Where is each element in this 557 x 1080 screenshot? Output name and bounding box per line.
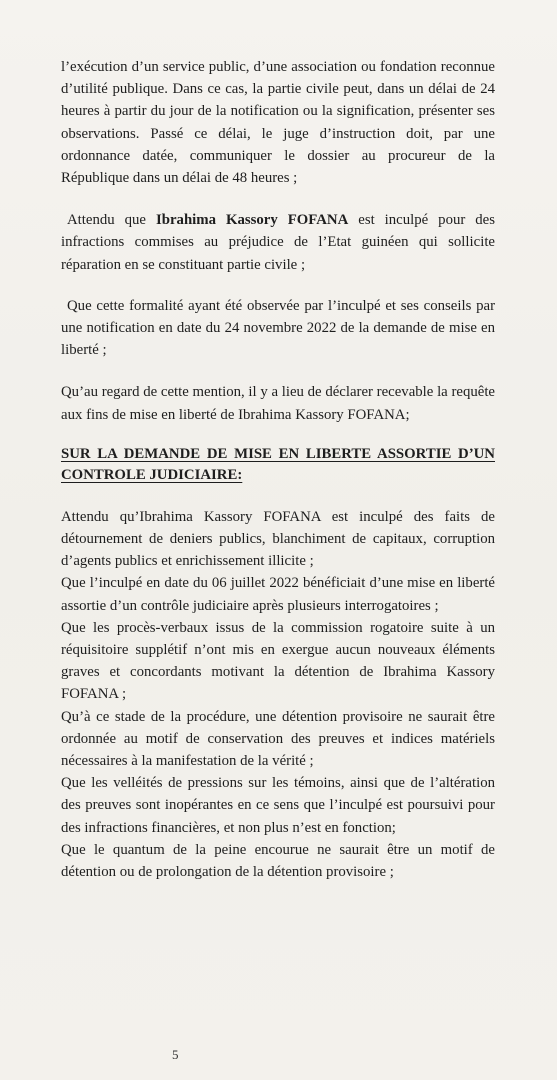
page-number: 5 [172,1047,179,1062]
paragraph-procedure-notice: l’exécution d’un service public, d’une association ou fondation reconnue d’utilité publique. Dans ce cas, la partie civile peut, dans un délai de 24 heures à partir du jour de la notification ou la signification, présenter ses observations. Passé ce délai, le juge d’instruction doit, par une ordonnance datée, communiquer le dossier au procureur de la République dans un délai de 48 heures ; [61,59,495,187]
section-line: Que le quantum de la peine encourue ne saurait être un motif de détention ou de prolongation de la détention provisoire ; [61,841,495,881]
paragraph-accused-infractions [61,209,495,276]
section-line: Que les velléités de pressions sur les témoins, ainsi que de l’altération des preuves sont inopérantes en ce sens que l’inculpé est poursuivi pour des infractions financières, et non plus n’est en fonction; [61,775,495,836]
section-body [61,506,495,883]
document-body [61,56,495,883]
accused-name: Ibrahima Kassory FOFANA [155,212,349,229]
section-line: Qu’à ce stade de la procédure, une détention provisoire ne saurait être ordonnée au motif de conservation des preuves et indices matériels nécessaires à la manifestation de la vérité ; [61,708,495,770]
paragraph-formality-observed: Que cette formalité ayant été observée par l’inculpé et ses conseils par une notification en date du 24 novembre 2022 de la demande de mise en liberté ; [61,297,495,359]
section-line: Attendu qu’Ibrahima Kassory FOFANA est inculpé des faits de détournement de deniers publics, blanchiment de capitaux, corruption d’agents publics et enrichissement illicite ; [61,508,495,570]
section-line: Que l’inculpé en date du 06 juillet 2022 bénéficiait d’une mise en liberté assortie d’un contrôle judiciaire après plusieurs interrogatoires ; [61,575,495,614]
section-line: Que les procès-verbaux issus de la commission rogatoire suite à un réquisitoire supplétif n’ont mis en exergue aucun nouveaux éléments graves et concordants motivant la détention de Ibrahima Kassory FOFANA ; [61,619,495,703]
paragraph-request-admissible: Qu’au regard de cette mention, il y a lieu de déclarer recevable la requête aux fins de mise en liberté de Ibrahima Kassory FOFANA; [61,384,495,423]
section-heading: SUR LA DEMANDE DE MISE EN LIBERTE ASSORTIE D’UN CONTROLE JUDICIAIRE: [61,445,495,483]
paragraph-text: est inculpé pour des infractions commises au préjudice de l’Etat guinéen qui sollicite réparation en se constituant partie civile ; [61,212,495,273]
paragraph-text: Attendu que [67,212,156,229]
